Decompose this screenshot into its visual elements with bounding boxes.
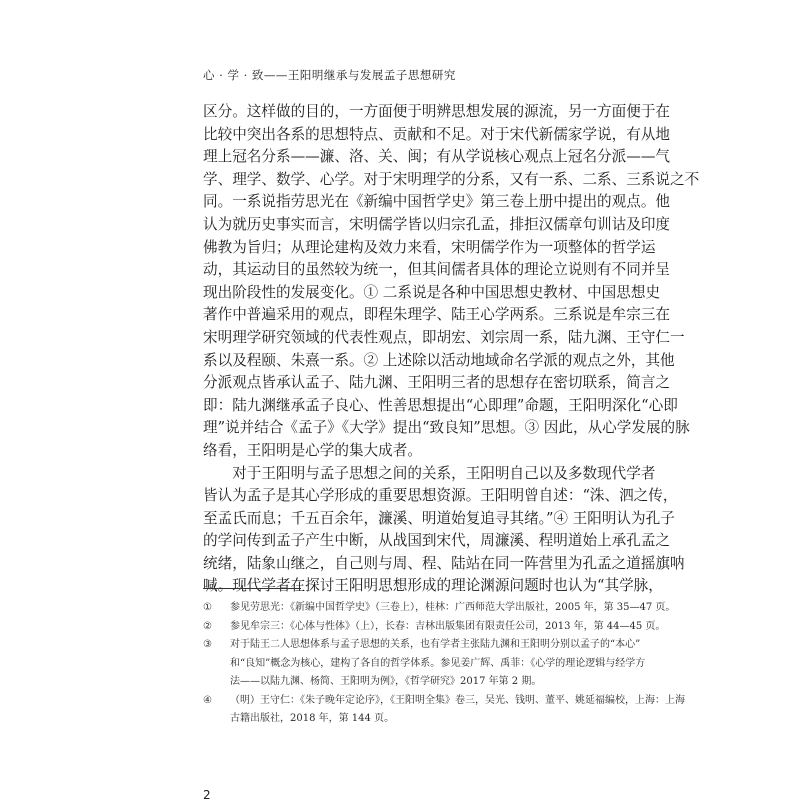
body-line: 系以及程颐、朱熹一系。② 上述除以活动地域命名学派的观点之外，其他	[203, 351, 675, 369]
body-line: 统绪，陆象山继之，自己则与周、程、陆站在同一阵营里为孔孟之道摇旗呐	[203, 554, 685, 572]
body-line: 分派观点皆承认孟子、陆九渊、王阳明三者的思想存在密切联系，简言之	[203, 374, 671, 392]
body-line: 著作中普遍采用的观点，即程朱理学、陆王心学两系。三系说是牟宗三在	[203, 306, 671, 324]
body-line: 宋明理学研究领域的代表性观点，即胡宏、刘宗周一系，陆九渊、王守仁一	[203, 328, 685, 346]
footnote-marker: ④	[203, 694, 212, 706]
footnote-marker: ②	[203, 620, 212, 632]
footnote	[203, 692, 685, 729]
footnote-line: 参见劳思光：《新编中国哲学史》（三卷上），桂林：广西师范大学出版社，2005 年，第 35—47 页。	[230, 602, 676, 613]
body-line: 皆认为孟子是其心学形成的重要思想资源。王阳明曾自述：“洙、泗之传，	[203, 487, 678, 505]
body-line: 对于王阳明与孟子思想之间的关系，王阳明自己以及多数现代学者	[203, 464, 656, 482]
footnote-line: 法——以陆九渊、杨简、王阳明为例》，《哲学研究》2017 年第 2 期。	[230, 676, 542, 687]
footnote	[203, 618, 666, 637]
footnote-divider	[203, 588, 301, 589]
footnote-line: 和“良知”概念为核心，建构了各自的哲学体系。参见姜广辉、禹菲：《心学的理论逻辑与经学方	[230, 657, 646, 669]
footnote-marker: ①	[203, 602, 212, 613]
footnote	[203, 599, 676, 618]
running-header: 心 · 学 · 致——王阳明继承与发展孟子思想研究	[203, 68, 456, 82]
body-line: 至孟氏而息；千五百余年，濂溪、明道始复追寻其绪。”④ 王阳明认为孔子	[203, 509, 675, 527]
footnotes	[203, 599, 685, 729]
body-line: 认为就历史事实而言，宋明儒学皆以归宗孔孟，排拒汉儒章句训诂及印度	[203, 215, 671, 233]
body-line: 学、理学、数学、心学。对于宋明理学的分系，又有一系、二系、三系说之不	[203, 170, 700, 188]
body-line: 现出阶段性的发展变化。① 二系说是各种中国思想史教材、中国思想史	[203, 283, 661, 301]
body-line: 理上冠名分系——濂、洛、关、闽；有从学说核心观点上冠名分派——气	[203, 148, 671, 166]
body-line: 即：陆九渊继承孟子良心、性善思想提出“心即理”命题，王阳明深化“心即	[203, 396, 678, 414]
body-text	[203, 101, 700, 598]
body-line: 的学问传到孟子产生中断，从战国到宋代，周濂溪、程明道始上承孔孟之	[203, 532, 671, 550]
footnote-line: 古籍出版社，2018 年，第 144 页。	[230, 713, 395, 724]
footnote-line: 参见牟宗三：《心体与性体》（上），长春：吉林出版集团有限责任公司，2013 年，第 44—45 页。	[230, 620, 666, 632]
body-line: 动，其运动目的虽然较为统一，但其间儒者具体的理论立说则有不同并呈	[203, 261, 671, 279]
page-number: 2	[203, 788, 211, 802]
footnote	[203, 636, 646, 692]
body-line: 络看，王阳明是心学的集大成者。	[203, 441, 422, 459]
body-line: 理”说并结合《孟子》《大学》提出“致良知”思想。③ 因此，从心学发展的脉	[203, 419, 690, 437]
footnote-line: （明）王守仁：《朱子晚年定论序》，《王阳明全集》卷三，吴光、钱明、董平、姚延福编校，上海：上海	[230, 694, 685, 706]
body-line: 喊。现代学者在探讨王阳明思想形成的理论渊源问题时也认为“其学脉，	[203, 577, 663, 595]
body-line: 佛教为旨归；从理论建构及效力来看，宋明儒学作为一项整体的哲学运	[203, 238, 656, 256]
body-line: 同。一系说指劳思光在《新编中国哲学史》第三卷上册中提出的观点。他	[203, 193, 671, 211]
footnote-marker: ③	[203, 639, 212, 650]
footnote-line: 对于陆王二人思想体系与孟子思想的关系，也有学者主张陆九渊和王阳明分别以孟子的“本心”	[230, 639, 641, 650]
body-line: 比较中突出各系的思想特点、贡献和不足。对于宋代新儒家学说，有从地	[203, 125, 671, 143]
body-line: 区分。这样做的目的，一方面便于明辨思想发展的源流，另一方面便于在	[203, 103, 671, 120]
